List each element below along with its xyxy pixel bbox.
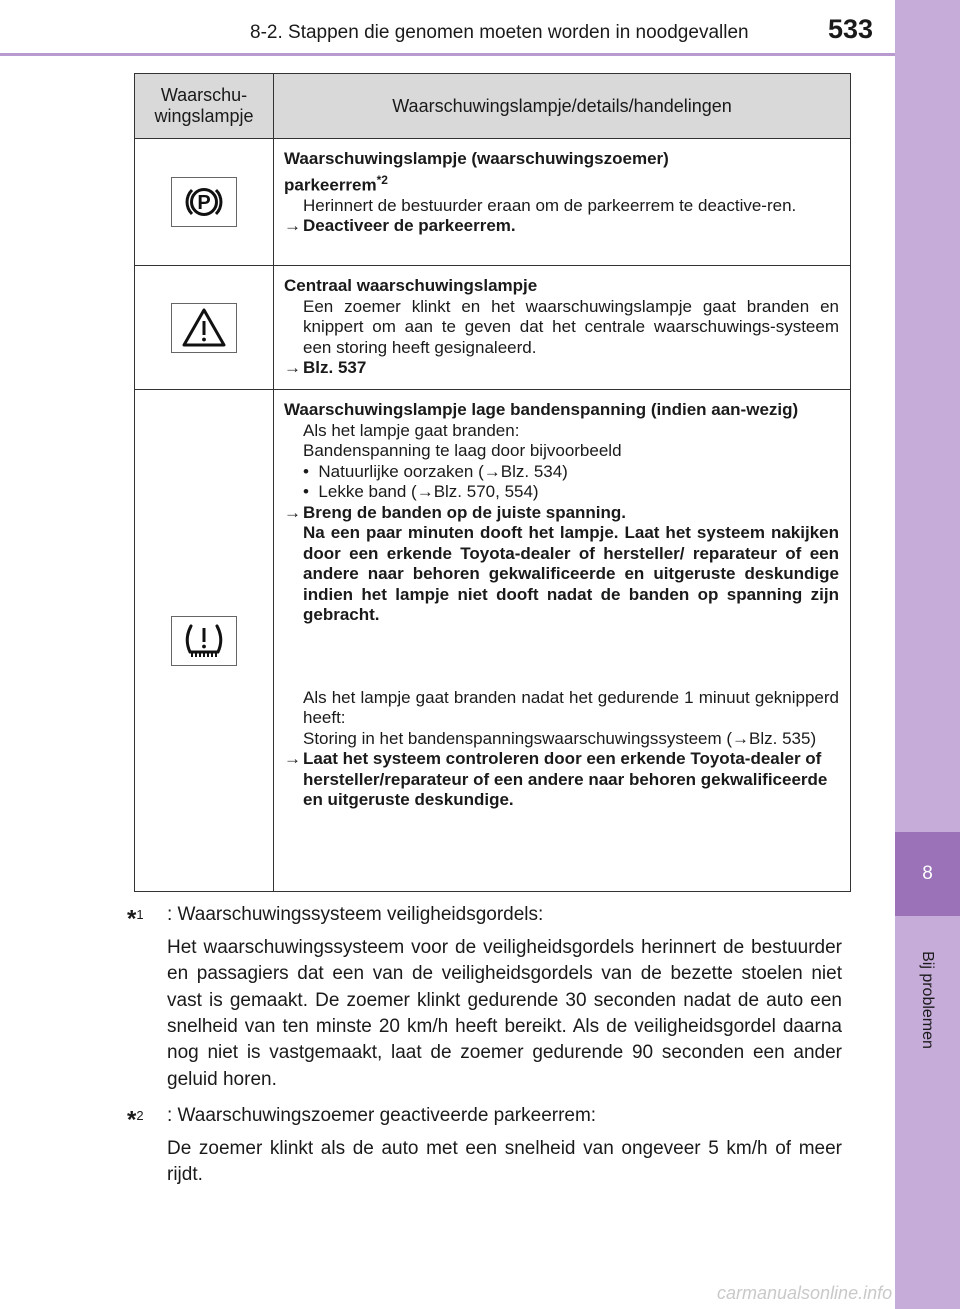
- arrow-icon: →: [284, 749, 301, 768]
- page-number: 533: [828, 14, 874, 44]
- row-action: → Laat het systeem controleren door een erkende Toyota-dealer of hersteller/reparateur of een andere naar behoren gekwalificeerde en uitgeruste deskundige.: [284, 749, 828, 809]
- table-row: [135, 139, 851, 266]
- icon-cell: [135, 390, 274, 892]
- row-description: [274, 266, 851, 390]
- footnotes: [127, 902, 842, 1199]
- warning-lights-table: [134, 73, 851, 892]
- watermark: carmanualsonline.info: [717, 1283, 893, 1303]
- icon-cell: [135, 266, 274, 390]
- footnote-marker: *: [127, 1106, 137, 1134]
- row-description: [274, 139, 851, 266]
- svg-text:P: P: [197, 192, 211, 214]
- chapter-side-tab: [895, 0, 960, 1309]
- tire-pressure-warning-icon: [171, 616, 237, 666]
- footnote: *$^1$ : Waarschuwingssysteem veiligheidsgordels: Het waarschuwingssysteem voor de veiligheidsgordels herinnert de bestuurder en passagiers dat een van de veiligheidsgordels van de bezette stoelen niet vast is gemaakt. De zoemer klinkt gedurende 30 seconden nadat de auto een snelheid van ten minste 20 km/h heeft bereikt. Als de veiligheidsgordel daarna nog niet is vastgemaakt, laat de zoemer gedurende 90 seconden een ander geluid horen.: [127, 902, 842, 1093]
- row-action: → Deactiveer de parkeerrem.: [284, 216, 516, 236]
- list-item: • Lekke band (→Blz. 570, 554): [303, 482, 539, 501]
- running-header-title: 8-2. Stappen die genomen moeten worden in noodgevallen: [250, 22, 749, 43]
- row-text: Storing in het bandenspanningswaarschuwingssysteem (→Blz. 535): [303, 728, 817, 748]
- parking-brake-icon: [171, 177, 237, 227]
- row-text: Een zoemer klinkt en het waarschuwingslampje gaat branden en knippert om aan te geven dat het centrale waarschuwings-systeem een storing heeft gesignaleerd.: [303, 296, 839, 357]
- footnote-heading: : Waarschuwingssysteem veiligheidsgordels:: [167, 904, 544, 925]
- header-divider: [0, 53, 895, 56]
- table-row: [135, 266, 851, 390]
- row-text: Als het lampje gaat branden nadat het gedurende 1 minuut geknipperd heeft:: [303, 687, 839, 727]
- column-header-details: Waarschuwingslampje/details/handelingen: [274, 74, 851, 139]
- row-action: → Blz. 537: [284, 358, 367, 377]
- column-header-lamp: Waarschu- wingslampje: [135, 74, 274, 139]
- chapter-title: Bij problemen: [919, 951, 936, 1049]
- list-item: • Natuurlijke oorzaken (→Blz. 534): [303, 461, 568, 481]
- arrow-icon: →: [284, 216, 301, 236]
- row-title: Centraal waarschuwingslampje: [284, 276, 538, 295]
- icon-cell: [135, 139, 274, 266]
- row-text: Als het lampje gaat branden:: [303, 420, 520, 440]
- footnote: *$^2$ : Waarschuwingszoemer geactiveerde parkeerrem: De zoemer klinkt als de auto met een snelheid van ongeveer 5 km/h of meer rijdt.: [127, 1103, 842, 1189]
- row-title: Waarschuwingslampje lage bandenspanning (indien aan-wezig): [284, 400, 799, 419]
- master-warning-icon: [171, 303, 237, 353]
- row-action: → Breng de banden op de juiste spanning. Na een paar minuten dooft het lampje. Laat het systeem nakijken door een erkende Toyota-dealer of hersteller/ reparateur of een andere naar behoren gekwalificeerde en uitgeruste deskundige indien het lampje niet dooft nadat de banden op spanning zijn gebracht.: [284, 502, 839, 624]
- row-text: Herinnert de bestuurder eraan om de parkeerrem te deactive-ren.: [303, 195, 797, 215]
- footnote-body: De zoemer klinkt als de auto met een snelheid van ongeveer 5 km/h of meer rijdt.: [167, 1137, 842, 1186]
- row-text: Bandenspanning te laag door bijvoorbeeld: [303, 441, 622, 460]
- arrow-icon: →: [284, 358, 301, 377]
- footnote-heading: : Waarschuwingszoemer geactiveerde parkeerrem:: [167, 1105, 597, 1127]
- footnote-marker: *: [127, 905, 137, 933]
- chapter-number: 8: [895, 832, 960, 916]
- table-header-row: [135, 74, 851, 139]
- row-description: [274, 390, 851, 892]
- arrow-icon: →: [284, 502, 301, 522]
- table-row: [135, 390, 851, 892]
- footnote-body: Het waarschuwingssysteem voor de veiligheidsgordels herinnert de bestuurder en passagiers dat een van de veiligheidsgordels van de bezette stoelen niet vast is gemaakt. De zoemer klinkt gedurende 30 seconden nadat de auto een snelheid van ten minste 20 km/h heeft bereikt. Als de veiligheidsgordel daarna nog niet is vastgemaakt, laat de zoemer gedurende 90 seconden een ander geluid horen.: [167, 936, 842, 1090]
- row-title: Waarschuwingslampje (waarschuwingszoemer) parkeerrem$^{*2}$: [284, 149, 669, 195]
